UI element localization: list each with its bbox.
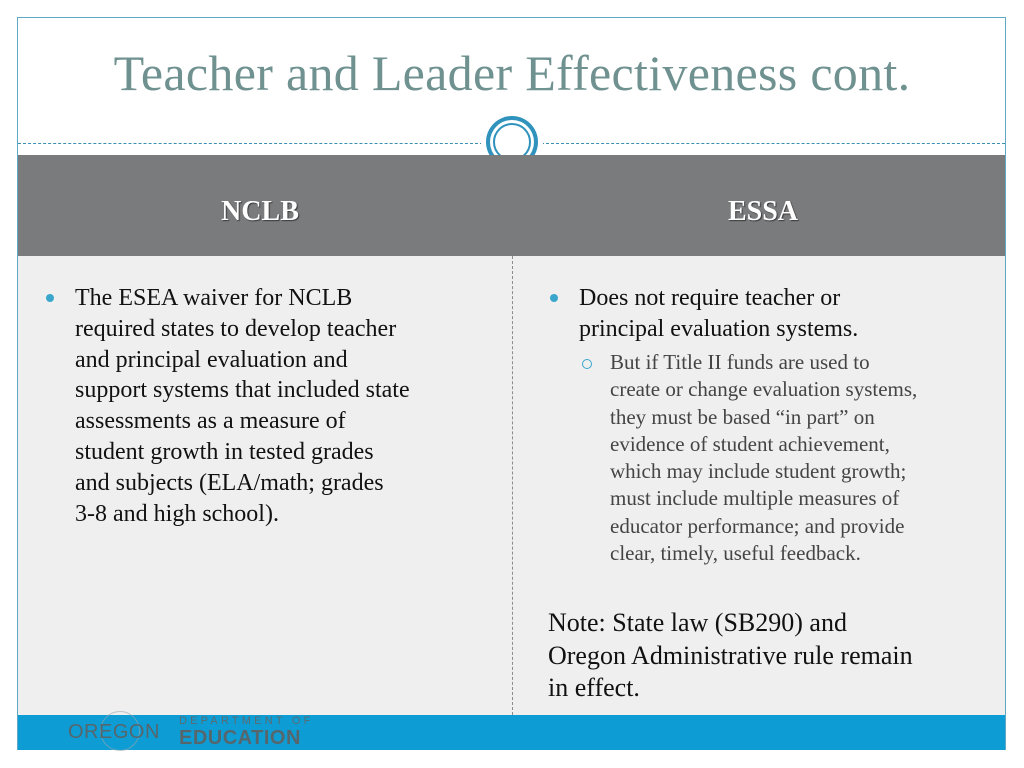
column-heading-essa: ESSA [727,196,799,227]
state-law-note [548,607,1003,705]
text-line: Oregon Administrative rule remain [548,640,913,670]
text-line: support systems that included state [75,377,410,404]
text-line: educator performance; and provide [610,513,905,538]
text-line: Note: State law (SB290) and [548,608,847,637]
column-heading-nclb: NCLB [221,196,299,227]
title-divider-right [541,143,1005,144]
essa-sub-bullet-text [610,349,1000,567]
text-line: evidence of student achievement, [610,431,890,456]
footer-bar [18,715,1005,750]
text-line: Does not require teacher or [579,285,841,311]
text-line: principal evaluation systems. [579,315,859,342]
text-line: 3-8 and high school). [75,500,279,527]
text-line: they must be based “in part” on [610,404,875,429]
text-line: assessments as a measure of [75,408,346,435]
text-line: create or change evaluation systems, [610,377,918,402]
text-line: and subjects (ELA/math; grades [75,469,384,496]
logo-department: DEPARTMENT OF [179,715,314,727]
slide-title: Teacher and Leader Effectiveness cont. [113,45,911,101]
nclb-bullet-text [75,283,505,529]
text-line: student growth in tested grades [75,438,374,465]
hollow-bullet-icon [582,359,592,369]
logo-education: EDUCATION [179,727,301,749]
text-line: which may include student growth; [610,459,907,484]
logo-oregon: OREGON [68,721,160,743]
title-divider-left [18,143,483,144]
text-line: The ESEA waiver for NCLB [75,285,353,311]
bullet-icon [550,294,558,302]
text-line: But if Title II funds are used to [610,350,870,374]
essa-bullet-text [579,283,999,345]
column-divider [512,256,513,715]
text-line: required states to develop teacher [75,315,397,342]
text-line: and principal evaluation and [75,346,348,373]
text-line: clear, timely, useful feedback. [610,541,861,566]
bullet-icon [46,294,54,302]
text-line: in effect. [548,673,640,702]
text-line: must include multiple measures of [610,486,900,511]
